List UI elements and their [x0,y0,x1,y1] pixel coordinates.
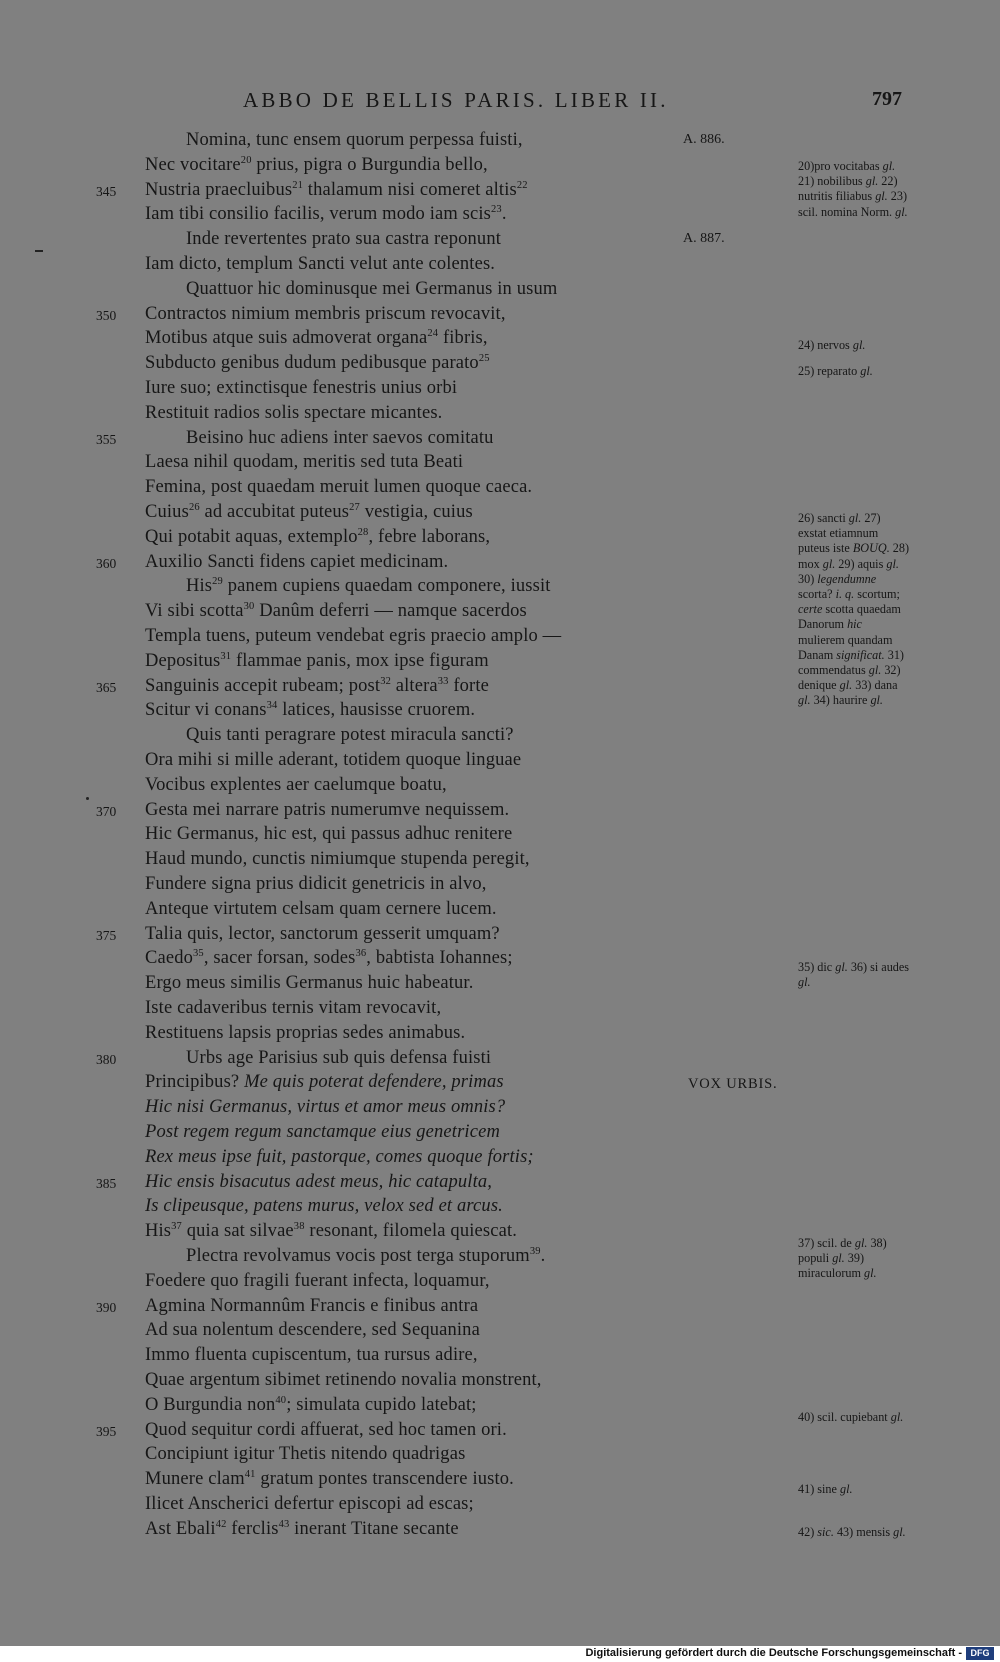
verse-text-line: Foedere quo fragili fuerant infecta, loquamur, [145,1270,490,1291]
verse-text-line: Laesa nihil quodam, meritis sed tuta Beati [145,452,464,473]
verse-line [0,750,1000,775]
verse-text-line: Scitur vi conans$^{34}$ latices, hausisse cruorem. [145,700,476,721]
verse-line [0,130,1000,155]
page-header [0,88,1000,118]
verse-line [0,1296,1000,1321]
verse-line [0,899,1000,924]
verse-line [0,229,1000,254]
verse-text-line: Iam dicto, templum Sancti velut ante colentes. [145,254,496,274]
line-number: 365 [96,679,117,695]
verse-text-line: Vocibus explentes aer caelumque boatu, [145,774,447,795]
line-number: 395 [96,1423,117,1439]
verse-line [0,304,1000,329]
verse-text-line: Contractos nimium membris priscum revocavit, [145,303,506,324]
verse-line [0,477,1000,502]
verse-line [0,378,1000,403]
verse-line [0,849,1000,874]
verse-text-line: Beisino huc adiens inter saevos comitatu [186,427,494,448]
gloss-note: 42) sic. 43) mensis gl. [798,1525,906,1539]
verse-line [0,452,1000,477]
verse-line [0,1147,1000,1172]
speaker-note: VOX URBIS. [688,1076,778,1093]
verse-text-line: Quae argentum sibimet retinendo novalia monstrent, [145,1370,542,1390]
verse-text-line: Hic Germanus, hic est, qui passus adhuc renitere [145,824,513,845]
verse-line [0,1196,1000,1221]
verse-text-line: O Burgundia non$^{40}$; simulata cupido latebat; [145,1394,477,1415]
line-number: 390 [96,1299,117,1315]
verse-text-line: Depositus$^{31}$ flammae panis, mox ipse figuram [145,650,489,671]
gloss-note: 37) scil. de gl. 38) populi gl. 39) miraculorum gl. [798,1236,887,1281]
verse-text-line: Is clipeusque, patens murus, velox sed et arcus. [145,1196,503,1217]
verse-text-line: Templa tuens, puteum vendebat egris praecio amplo — [145,626,562,646]
verse-text-line: Cuius$^{26}$ ad accubitat puteus$^{27}$ vestigia, cuius [145,502,473,522]
verse-line [0,1072,1000,1097]
running-title: ABBO DE BELLIS PARIS. LIBER II. [243,88,669,112]
verse-text-line: Caedo$^{35}$, sacer forsan, sodes$^{36}$, babtista Iohannes; [145,948,513,969]
verse-text-line: Ergo meus similis Germanus huic habeatur. [145,973,474,994]
verse-text-line: Quis tanti peragrare potest miracula sancti? [186,725,514,746]
verse-line [0,1048,1000,1073]
verse-text-line: Fundere signa prius didicit genetricis in alvo, [145,874,487,894]
verse-line [0,1122,1000,1147]
verse-line [0,1444,1000,1469]
verse-text-line: Restituit radios solis spectare micantes. [145,402,443,423]
verse-line [0,874,1000,899]
dfg-logo: DFG [966,1647,994,1660]
line-number: 370 [96,803,117,819]
verse-text-line: Principibus? Me quis poterat defendere, primas [145,1072,504,1093]
verse-text-line: Ad sua nolentum descendere, sed Sequanina [145,1320,480,1341]
verse-text-line: Hic ensis bisacutus adest meus, hic catapulta, [145,1171,493,1192]
line-number: 360 [96,555,117,571]
verse-text-line: Nustria praecluibus$^{21}$ thalamum nisi comeret altis$^{22}$ [145,179,528,200]
gloss-note: 25) reparato gl. [798,364,873,378]
verse-text-line: Urbs age Parisius sub quis defensa fuisti [186,1047,492,1068]
verse-line [0,775,1000,800]
verse-text-line: Sanguinis accepit rubeam; post$^{32}$ altera$^{33}$ forte [145,675,490,696]
verse-text-line: His$^{29}$ panem cupiens quaedam componere, iussit [186,576,551,597]
line-number: 375 [96,927,117,943]
verse-line [0,800,1000,825]
gloss-note: 20)pro vocitabas gl. 21) nobilibus gl. 22) nutritis filiabus gl. 23) scil. nomina Norm. gl. [798,159,908,219]
verse-line [0,428,1000,453]
verse-line [0,1023,1000,1048]
verse-text-line: Nomina, tunc ensem quorum perpessa fuisti, [186,130,523,150]
verse-text-line: Subducto genibus dudum pedibusque parato$^{25}$ [145,353,490,374]
verse-text-line: Qui potabit aquas, extemplo$^{28}$, febre laborans, [145,526,491,547]
verse-text-line: Vi sibi scotta$^{30}$ Danûm deferri — namque sacerdos [145,601,527,622]
verse-line [0,998,1000,1023]
verse-text-line: Iure suo; extinctisque fenestris unius orbi [145,378,458,398]
verse-text-line: Restituens lapsis proprias sedes animabus. [145,1022,466,1043]
page-number: 797 [872,88,902,110]
verse-line [0,254,1000,279]
verse-line [0,1494,1000,1519]
verse-text-line: Ora mihi si mille aderant, totidem quoque linguae [145,750,522,770]
verse-text-line: Munere clam$^{41}$ gratum pontes transcendere iusto. [145,1469,514,1490]
verse-text-line: Iste cadaveribus ternis vitam revocavit, [145,998,442,1018]
margin-dot [86,797,89,800]
footer-bar [0,1646,1000,1662]
verse-line [0,1370,1000,1395]
margin-mark [35,250,43,252]
verse-text-line: Quod sequitur cordi affuerat, sed hoc tamen ori. [145,1419,507,1440]
verse-line [0,279,1000,304]
verse-line [0,924,1000,949]
verse-text-line: Iam tibi consilio facilis, verum modo iam scis$^{23}$. [145,204,507,225]
verse-text-line: Gesta mei narrare patris numerumve nequissem. [145,799,510,820]
footer-credit: Digitalisierung gefördert durch die Deutsche Forschungsgemeinschaft - [585,1647,962,1659]
verse-text-line: Anteque virtutem celsam quam cernere lucem. [145,898,497,919]
verse-line [0,1345,1000,1370]
verse-line [0,1097,1000,1122]
verse-text-line: Post regem regum sanctamque eius genetricem [145,1122,500,1142]
verse-text-line: Femina, post quaedam meruit lumen quoque caeca. [145,477,533,498]
verse-line [0,1320,1000,1345]
line-number: 380 [96,1051,117,1067]
gloss-note: 24) nervos gl. [798,338,866,352]
verse-text-line: Auxilio Sancti fidens capiet medicinam. [145,551,449,572]
verse-text-line: Plectra revolvamus vocis post terga stuporum$^{39}$. [186,1246,546,1266]
verse-text-line: Hic nisi Germanus, virtus et amor meus omnis? [145,1097,506,1118]
verse-text-line: Rex meus ipse fuit, pastorque, comes quoque fortis; [145,1146,534,1167]
gloss-note: 26) sancti gl. 27) exstat etiamnum puteus iste BOUQ. 28) mox gl. 29) aquis gl. 30) legendumne scorta? i. q. scortum; certe scotta quaedam Danorum hic mulierem quandam Danam significat. 31) commendatus gl. 32) denique gl. 33) dana gl. 34) haurire gl. [798,511,910,708]
line-number: 355 [96,431,117,447]
gloss-note: 40) scil. cupiebant gl. [798,1410,904,1424]
verse-text-line: Motibus atque suis admoverat organa$^{24}$ fibris, [145,328,488,349]
verse-text-line: Talia quis, lector, sanctorum gesserit umquam? [145,923,500,944]
verse-text-line: Quattuor hic dominusque mei Germanus in usum [186,278,558,299]
verse-text-line: Haud mundo, cunctis nimiumque stupenda peregit, [145,849,530,870]
verse-line [0,1172,1000,1197]
verse-line [0,824,1000,849]
gloss-note: 35) dic gl. 36) si audes gl. [798,960,910,990]
verse-text-line: Ast Ebali$^{42}$ ferclis$^{43}$ inerant Titane secante [145,1518,459,1539]
verse-text-line: Agmina Normannûm Francis e finibus antra [145,1295,479,1316]
verse-text-line: Ilicet Anscherici defertur episcopi ad escas; [145,1494,474,1514]
line-number: 385 [96,1175,117,1191]
year-note: A. 887. [683,231,725,247]
line-number: 350 [96,307,117,323]
year-note: A. 886. [683,132,725,147]
verse-text-line: Nec vocitare$^{20}$ prius, pigra o Burgundia bello, [145,154,488,175]
verse-text-line: Immo fluenta cupiscentum, tua rursus adire, [145,1345,478,1366]
verse-line [0,403,1000,428]
verse-line [0,725,1000,750]
verse-text-line: Inde revertentes prato sua castra reponunt [186,229,502,250]
verse-text-line: His$^{37}$ quia sat silvae$^{38}$ resonant, filomela quiescat. [145,1221,518,1242]
line-number: 345 [96,183,117,199]
gloss-note: 41) sine gl. [798,1482,853,1496]
verse-text-line: Concipiunt igitur Thetis nitendo quadrigas [145,1444,466,1465]
